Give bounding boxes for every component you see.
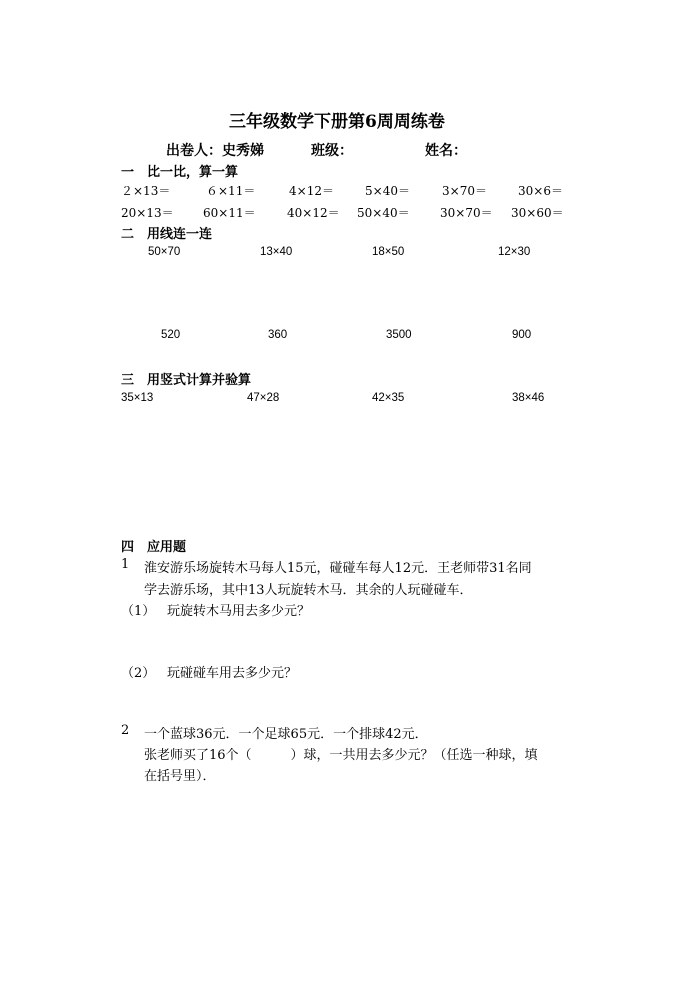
question-2-line: 张老师买了16个（ ）球，一共用去多少元？（任选一种球，填 <box>144 748 538 763</box>
section-1-item: 60×11＝ <box>203 206 256 220</box>
section-2-heading: 二 用线连一连 <box>121 227 213 242</box>
section-1-item: 20×13＝ <box>121 206 174 220</box>
page-title: 三年级数学下册第6周周练卷 <box>229 112 445 132</box>
section-1-item: 50×40＝ <box>357 206 410 220</box>
match-result: 900 <box>512 329 532 341</box>
question-2-number: 2 <box>121 723 130 738</box>
vertical-calc-problem: 47×28 <box>247 392 280 404</box>
section-1-item: 30×60＝ <box>511 206 564 220</box>
question-1-sub-1-label: （1） <box>121 604 156 619</box>
vertical-calc-problem: 38×46 <box>512 392 545 404</box>
author-label: 出卷人：史秀娣 <box>166 143 264 159</box>
section-1-item: 40×12＝ <box>287 206 340 220</box>
question-2-line: 一个蓝球36元．一个足球65元．一个排球42元． <box>144 727 428 742</box>
match-result: 3500 <box>386 329 412 341</box>
section-1-heading: 一 比一比，算一算 <box>121 165 239 180</box>
section-4-heading: 四 应用题 <box>121 540 187 555</box>
match-expression: 18×50 <box>372 246 405 258</box>
match-result: 520 <box>161 329 181 341</box>
vertical-calc-problem: 35×13 <box>121 392 154 404</box>
section-1-item: 3×70＝ <box>442 184 487 198</box>
question-1-line: 学去游乐场，其中13人玩旋转木马．其余的人玩碰碰车． <box>144 583 473 598</box>
section-1-item: ６×11＝ <box>206 184 256 198</box>
question-1-sub-2-text: 玩碰碰车用去多少元？ <box>167 666 298 681</box>
match-expression: 12×30 <box>498 246 531 258</box>
question-1-number: 1 <box>121 557 130 572</box>
section-1-item: 30×70＝ <box>440 206 493 220</box>
question-1-sub-2-label: （2） <box>121 666 156 681</box>
section-1-item: ２×13＝ <box>121 184 171 198</box>
question-2-line: 在括号里）． <box>144 769 216 784</box>
match-expression: 13×40 <box>260 246 293 258</box>
vertical-calc-problem: 42×35 <box>372 392 405 404</box>
section-1-item: 30×6＝ <box>518 184 563 198</box>
question-1-sub-1-text: 玩旋转木马用去多少元？ <box>167 604 311 619</box>
match-result: 360 <box>268 329 288 341</box>
name-label: 姓名： <box>425 143 467 159</box>
question-1-line: 淮安游乐场旋转木马每人15元，碰碰车每人12元．王老师带31名同 <box>144 561 532 576</box>
match-expression: 50×70 <box>148 246 181 258</box>
section-1-item: 5×40＝ <box>365 184 410 198</box>
section-3-heading: 三 用竖式计算并验算 <box>121 373 252 388</box>
section-1-item: 4×12＝ <box>289 184 334 198</box>
class-label: 班级： <box>311 143 353 159</box>
